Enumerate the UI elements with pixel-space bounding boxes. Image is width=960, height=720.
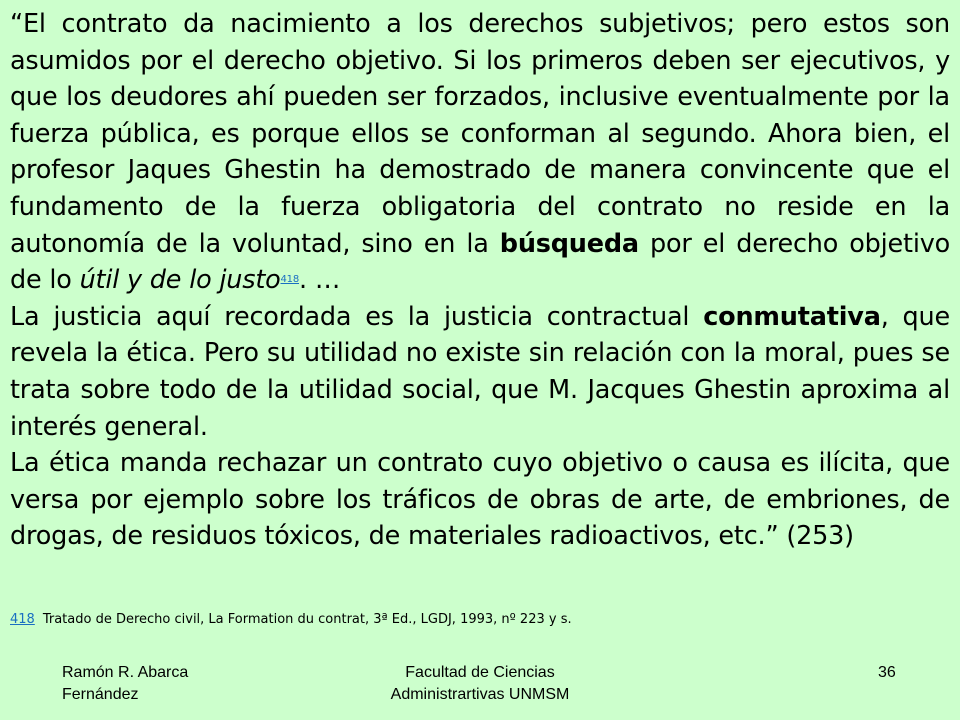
footer-institution-line2: Administrartivas UNMSM — [390, 686, 570, 703]
footnote-number-link[interactable]: 418 — [10, 612, 35, 627]
footnote — [10, 611, 572, 629]
emphasis-conmutativa: conmutativa — [703, 301, 881, 332]
footnote-text: Tratado de Derecho civil, La Formation du contrat, 3ª Ed., LGDJ, 1993, nº 223 y s. — [42, 612, 572, 627]
footer-page-number: 36 — [878, 664, 896, 681]
slide-content — [10, 6, 950, 555]
quote-paragraph-3: La ética manda rechazar un contrato cuyo objetivo o causa es ilícita, que versa por ejemplo sobre los tráficos de obras de arte, de embriones, de drogas, de residuos tóxicos, de materiales radioactivos, etc.” (253) — [10, 448, 950, 552]
quote-text-2a: La justicia aquí recordada es la justicia contractual — [10, 301, 704, 332]
quote-text-1b: por el derecho objetivo de lo — [10, 228, 951, 296]
footer-author-line1: Ramón R. Abarca — [62, 664, 189, 681]
footer-author — [62, 662, 188, 706]
emphasis-busqueda: búsqueda — [499, 228, 639, 259]
quote-text-1c: . … — [299, 265, 341, 296]
footnote-ref-link[interactable]: 418 — [280, 274, 300, 286]
footer-institution — [360, 662, 600, 706]
quote-paragraph-2 — [10, 299, 950, 445]
quote-text-2b: , que revela la ética. Pero su utilidad no existe sin relación con la moral, pues se trata sobre todo de la utilidad social, que M. Jacques Ghestin aproxima al interés general. — [10, 301, 950, 442]
quote-text-1a: “El contrato da nacimiento a los derechos subjetivos; pero estos son asumidos por el derecho objetivo. Si los primeros deben ser ejecutivos, y que los deudores ahí pueden ser forzados, inclusive eventualmente por la fuerza pública, es porque ellos se conforman al segundo. Ahora bien, el profesor Jaques Ghestin ha demostrado de manera convincente que el fundamento de la fuerza obligatoria del contrato no reside en la autonomía de la voluntad, sino en la — [10, 9, 950, 259]
quote-paragraph-1 — [10, 6, 950, 299]
footer-institution-line1: Facultad de Ciencias — [405, 664, 555, 681]
footer-author-line2: Fernández — [62, 686, 139, 703]
emphasis-util-justo: útil y de lo justo — [79, 265, 281, 296]
